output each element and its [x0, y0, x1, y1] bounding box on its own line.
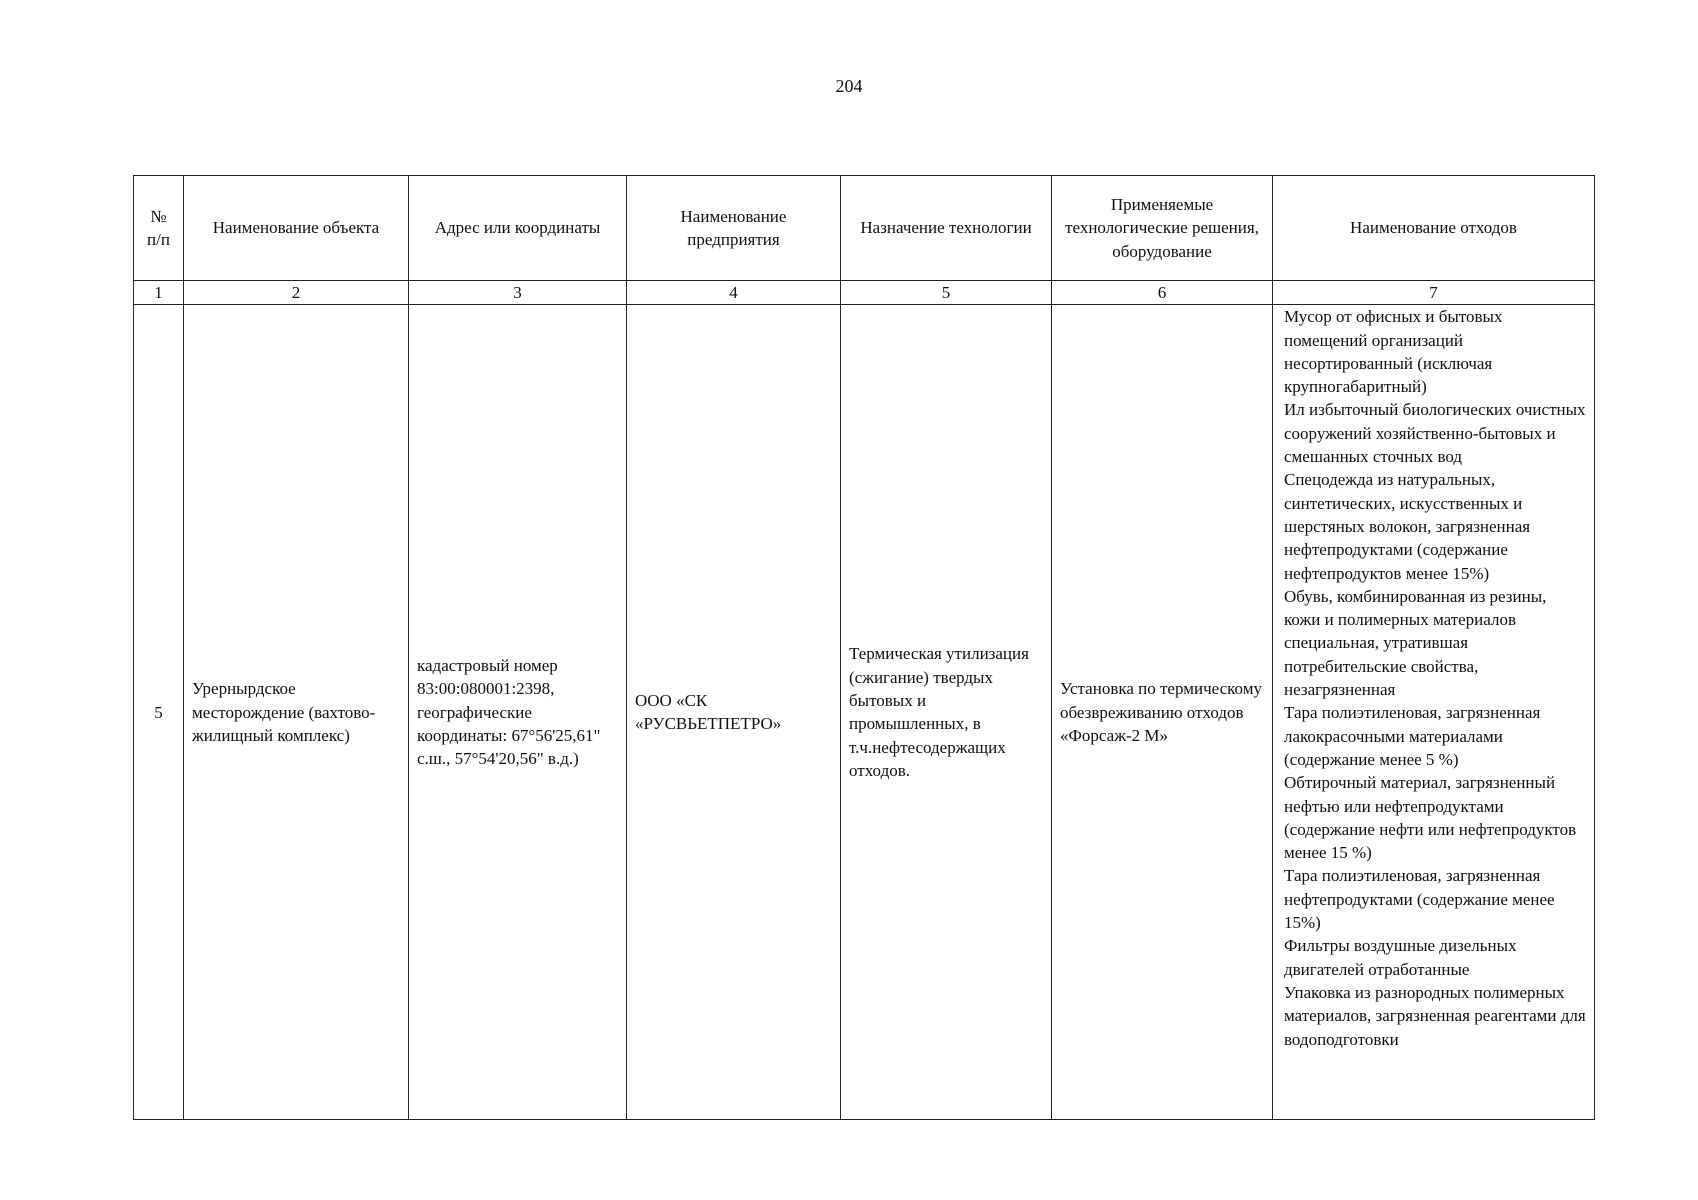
- address: кадастровый номер 83:00:080001:2398, географические координаты: 67°56'25,61" с.ш., 57°54'20,56" в.д.): [409, 305, 627, 1120]
- waste-processing-table: [133, 175, 1595, 1120]
- column-number: 6: [1052, 281, 1273, 305]
- column-number: 3: [409, 281, 627, 305]
- waste-item: Обувь, комбинированная из резины, кожи и полимерных материалов специальная, утратившая потребительские свойства, незагрязненная: [1284, 586, 1547, 700]
- waste-item: Обтирочный материал, загрязненный нефтью или нефтепродуктами (содержание нефти или нефтепродуктов менее 15 %): [1284, 773, 1577, 863]
- enterprise-name: ООО «СК «РУСВЬЕТПЕТРО»: [627, 305, 841, 1120]
- waste-item: Фильтры воздушные дизельных двигателей отработанные: [1284, 936, 1517, 979]
- waste-item: Тара полиэтиленовая, загрязненная лакокрасочными материалами (содержание менее 5 %): [1284, 703, 1541, 769]
- column-number: 7: [1273, 281, 1595, 305]
- header-technology-purpose: Назначение технологии: [841, 176, 1052, 281]
- column-number: 5: [841, 281, 1052, 305]
- waste-item: Упаковка из разнородных полимерных материалов, загрязненная реагентами для водоподготовки: [1284, 982, 1586, 1049]
- column-number: 1: [134, 281, 184, 305]
- header-equipment: Применяемые технологические решения, оборудование: [1052, 176, 1273, 281]
- table-row: [134, 305, 1595, 1120]
- column-number: 4: [627, 281, 841, 305]
- waste-item: Тара полиэтиленовая, загрязненная нефтепродуктами (содержание менее 15%): [1284, 866, 1555, 933]
- waste-item: Ил избыточный биологических очистных сооружений хозяйственно-бытовых и смешанных сточных вод: [1284, 400, 1586, 467]
- header-row: [134, 176, 1595, 281]
- header-row-number: № п/п: [134, 176, 184, 281]
- technology-purpose: Термическая утилизация (сжигание) твердых бытовых и промышленных, в т.ч.нефтесодержащих отходов.: [841, 305, 1052, 1120]
- page-number: 204: [835, 76, 863, 96]
- object-name: Урернырдское месторождение (вахтово-жилищный комплекс): [184, 305, 409, 1120]
- column-number: 2: [184, 281, 409, 305]
- header-object-name: Наименование объекта: [184, 176, 409, 281]
- waste-list: [1273, 305, 1595, 1120]
- equipment: Установка по термическому обезвреживанию отходов «Форсаж-2 М»: [1052, 305, 1273, 1120]
- waste-item: Спецодежда из натуральных, синтетических, искусственных и шерстяных волокон, загрязненная нефтепродуктами (содержание нефтепродуктов менее 15%): [1284, 470, 1531, 583]
- header-address: Адрес или координаты: [409, 176, 627, 281]
- header-wastes: Наименование отходов: [1273, 176, 1595, 281]
- column-number-row: [134, 281, 1595, 305]
- row-number: 5: [134, 305, 184, 1120]
- waste-item: Мусор от офисных и бытовых помещений организаций несортированный (исключая крупногабаритный): [1284, 307, 1503, 397]
- header-enterprise: Наименование предприятия: [627, 176, 841, 281]
